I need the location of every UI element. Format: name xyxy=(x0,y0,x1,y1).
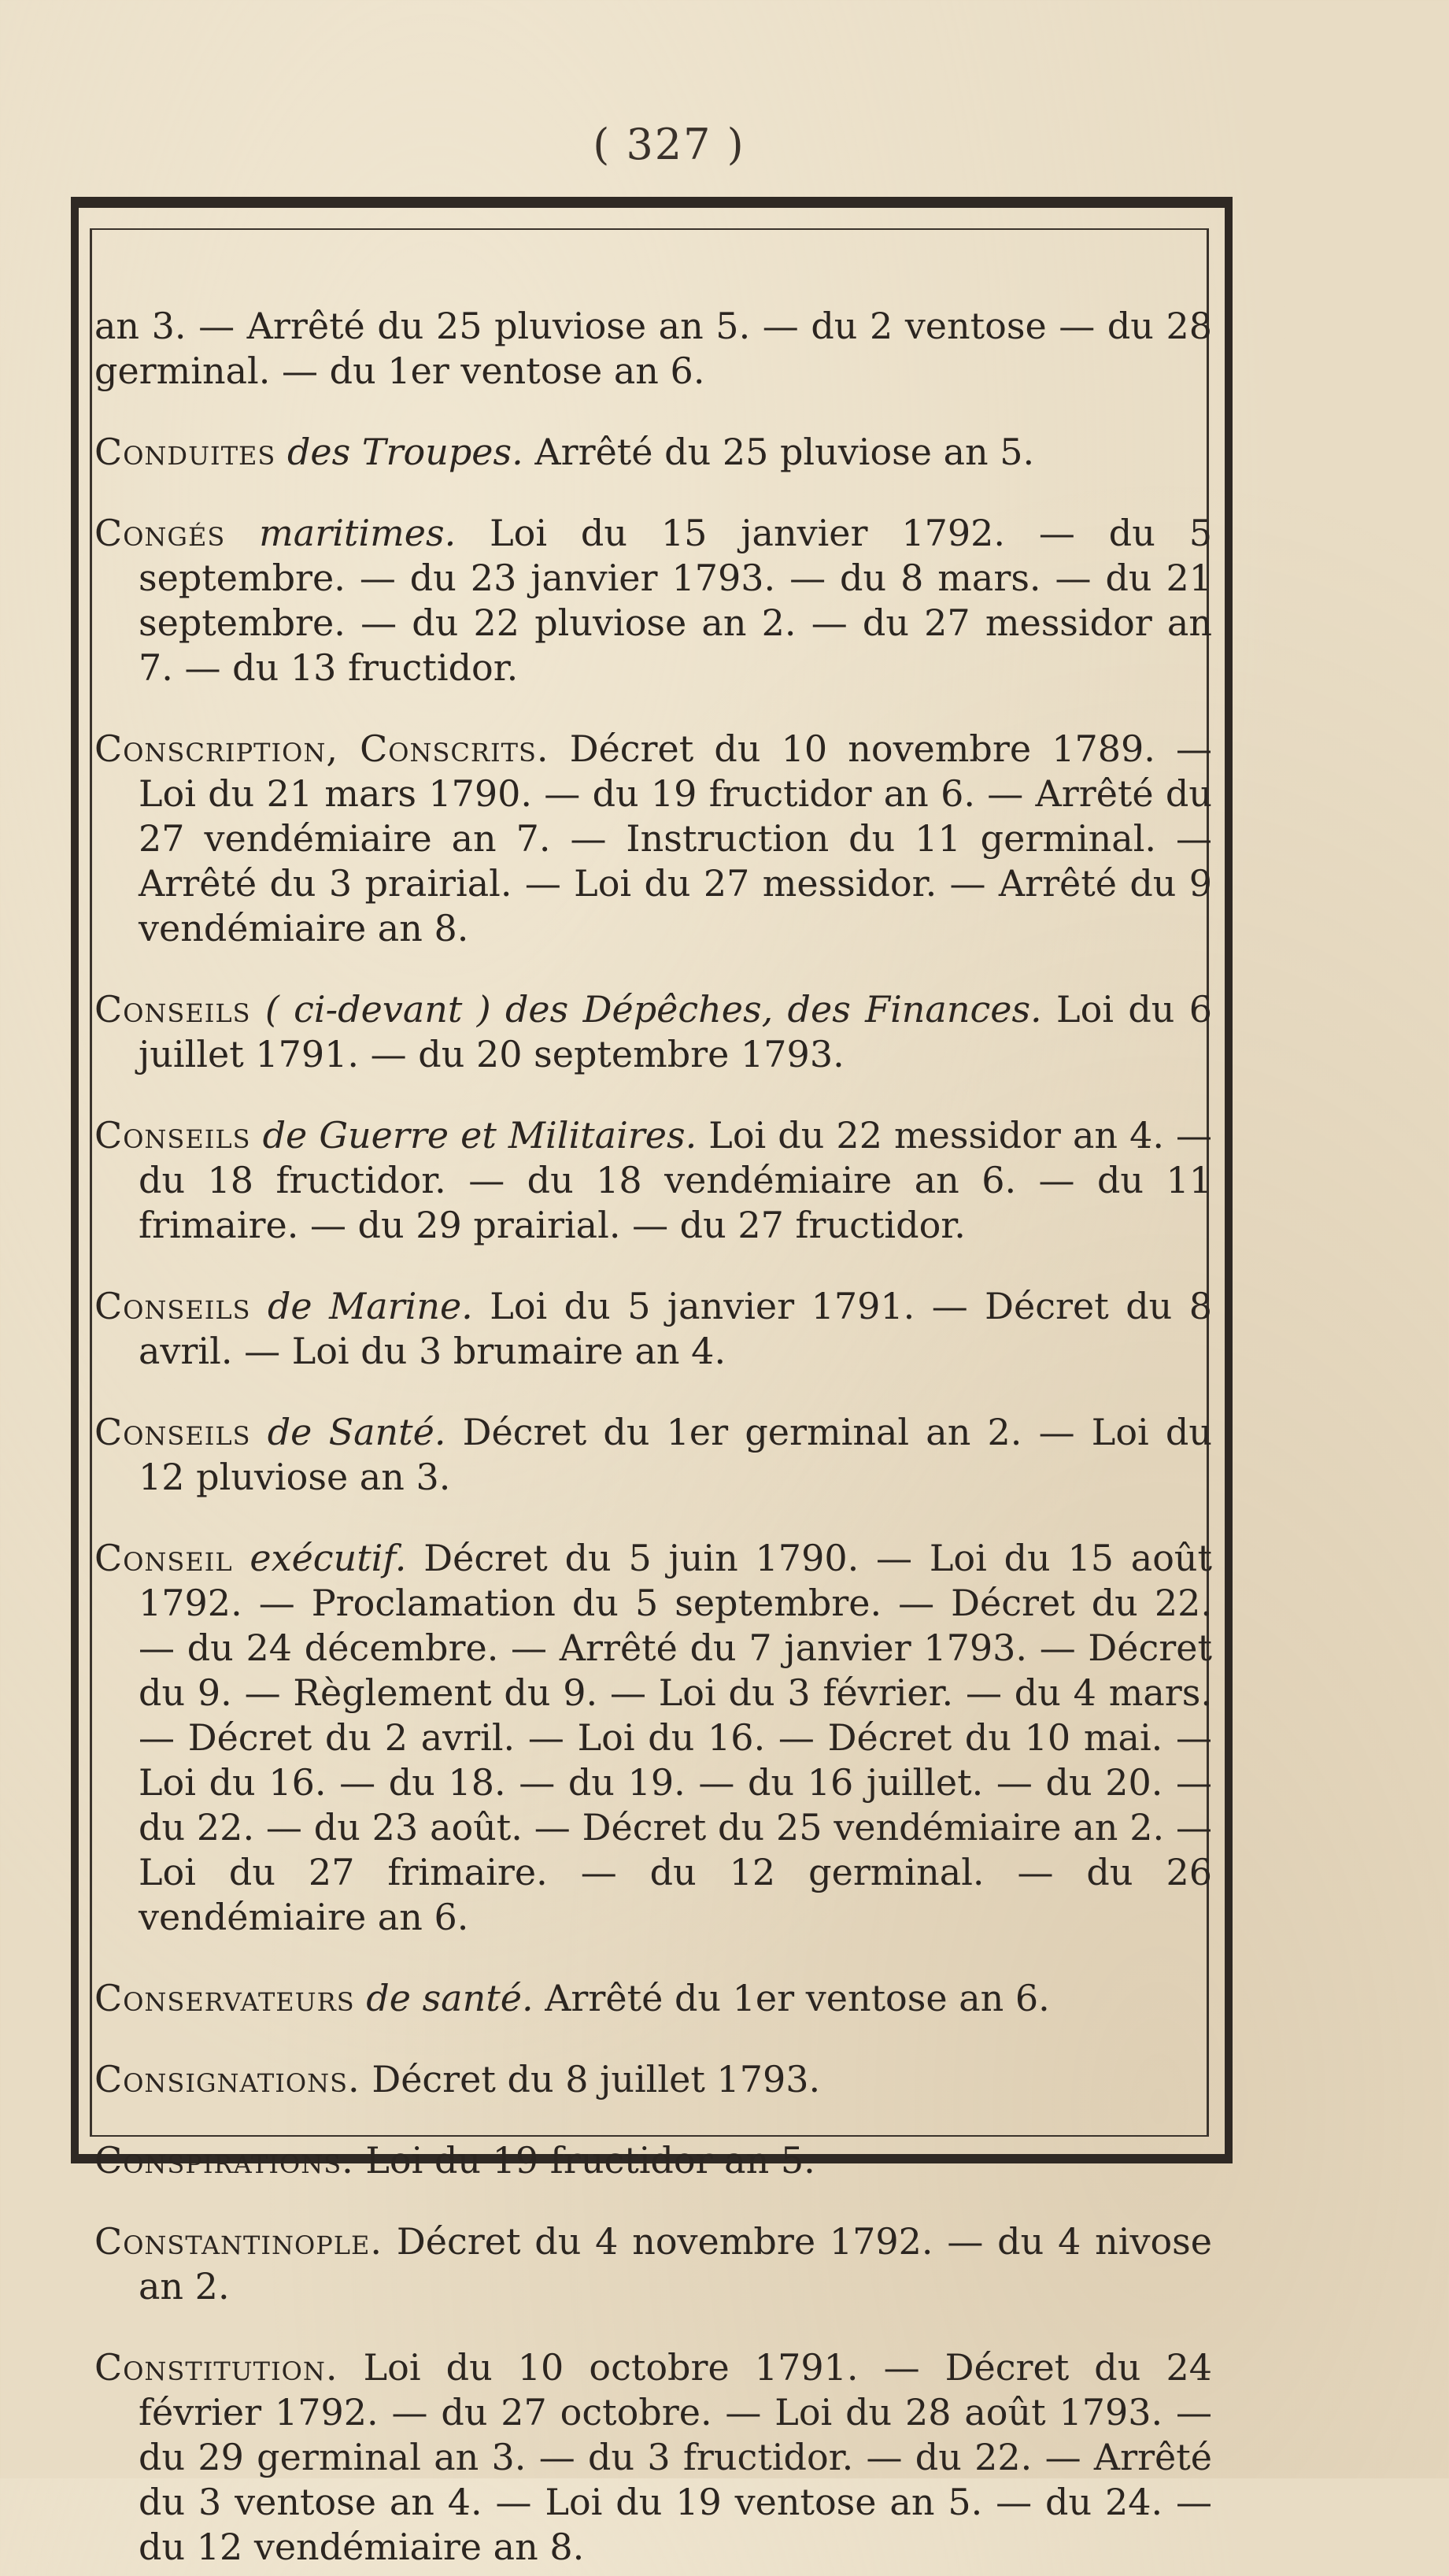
entry-heading: Constantinople. xyxy=(94,2220,383,2263)
entry-heading: Conseils xyxy=(94,1114,251,1157)
entry-body: Décret du 4 novembre 1792. — du 4 nivose an 2. xyxy=(139,2220,1213,2308)
index-entry xyxy=(94,1976,1212,2021)
index-entry xyxy=(94,727,1212,951)
entry-heading: Consignations. xyxy=(94,2058,360,2100)
entry-body: Loi du 22 messidor an 4. — du 18 fructidor. — du 18 vendémiaire an 6. — du 11 frimaire. — du 29 prairial. — du 27 fructidor. xyxy=(139,1114,1213,1246)
index-entry xyxy=(94,2057,1212,2102)
entry-heading: Constitution. xyxy=(94,2346,338,2389)
index-text-block xyxy=(94,268,1212,2576)
index-entry xyxy=(94,2219,1212,2309)
entry-qualifier: ( ci-devant ) des Dépêches, des Finances. xyxy=(264,988,1042,1031)
index-entry xyxy=(94,1284,1212,1374)
entry-qualifier: de santé. xyxy=(366,1977,534,2019)
entry-qualifier: exécutif. xyxy=(250,1537,407,1579)
entry-qualifier: maritimes. xyxy=(259,512,457,554)
entry-body: Loi du 10 octobre 1791. — Décret du 24 février 1792. — du 27 octobre. — Loi du 28 août 1793. — du 29 germinal an 3. — du 3 fructidor. — du 22. — Arrêté du 3 ventose an 4. — Loi du 19 ventose an 5. — du 24. — du 12 vendémiaire an 8. xyxy=(139,2346,1213,2568)
index-entry xyxy=(94,430,1212,475)
index-entry xyxy=(94,1536,1212,1940)
entry-qualifier: de Marine. xyxy=(267,1285,473,1327)
entry-qualifier: des Troupes. xyxy=(286,431,523,473)
entry-body: Arrêté du 1er ventose an 6. xyxy=(545,1977,1050,2019)
index-entry xyxy=(94,2345,1212,2570)
index-entry xyxy=(94,511,1212,690)
entry-body: Décret du 1er germinal an 2. — Loi du 12 pluviose an 3. xyxy=(139,1411,1212,1498)
entry-qualifier: de Guerre et Militaires. xyxy=(262,1114,697,1157)
index-entry xyxy=(94,1113,1212,1248)
entry-body: Loi du 19 fructidor an 5. xyxy=(365,2139,815,2182)
entry-body: Décret du 10 novembre 1789. — Loi du 21 mars 1790. — du 19 fructidor an 6. — Arrêté du 27 vendémiaire an 7. — Instruction du 11 germinal. — Arrêté du 3 prairial. — Loi du 27 messidor. — Arrêté du 9 vendémiaire an 8. xyxy=(139,727,1213,949)
entry-body: Décret du 8 juillet 1793. xyxy=(371,2058,821,2100)
entry-body: an 3. — Arrêté du 25 pluviose an 5. — du 2 ventose — du 28 germinal. — du 1er ventose an 6. xyxy=(94,305,1212,392)
entry-heading: Conscription, Conscrits. xyxy=(94,727,549,770)
entry-heading: Conseils xyxy=(94,1411,251,1453)
entry-heading: Conspirations. xyxy=(94,2139,354,2182)
index-entry xyxy=(94,987,1212,1077)
index-entry-continuation xyxy=(94,304,1212,394)
entry-heading: Conseils xyxy=(94,1285,251,1327)
index-entry xyxy=(94,1410,1212,1500)
entry-body: Loi du 5 janvier 1791. — Décret du 8 avril. — Loi du 3 brumaire an 4. xyxy=(139,1285,1212,1372)
entry-heading: Congés xyxy=(94,512,226,554)
entry-heading: Conseil xyxy=(94,1537,233,1579)
entry-qualifier: de Santé. xyxy=(267,1411,446,1453)
entry-heading: Conservateurs xyxy=(94,1977,355,2019)
index-entry xyxy=(94,2138,1212,2183)
entry-heading: Conseils xyxy=(94,988,251,1031)
entry-body: Décret du 5 juin 1790. — Loi du 15 août 1792. — Proclamation du 5 septembre. — Décret du 22. — du 24 décembre. — Arrêté du 7 janvier 1793. — Décret du 9. — Règlement du 9. — Loi du 3 février. — du 4 mars. — Décret du 2 avril. — Loi du 16. — Décret du 10 mai. — Loi du 16. — du 18. — du 19. — du 16 juillet. — du 20. — du 22. — du 23 août. — Décret du 25 vendémiaire an 2. — Loi du 27 frimaire. — du 12 germinal. — du 26 vendémiaire an 6. xyxy=(139,1537,1213,1938)
entry-body: Loi du 6 juillet 1791. — du 20 septembre 1793. xyxy=(139,988,1212,1075)
entry-body: Loi du 15 janvier 1792. — du 5 septembre. — du 23 janvier 1793. — du 8 mars. — du 21 septembre. — du 22 pluviose an 2. — du 27 messidor an 7. — du 13 fructidor. xyxy=(139,512,1213,689)
entry-heading: Conduites xyxy=(94,431,276,473)
entry-body: Arrêté du 25 pluviose an 5. xyxy=(534,431,1035,473)
page-number: ( 327 ) xyxy=(593,120,745,169)
